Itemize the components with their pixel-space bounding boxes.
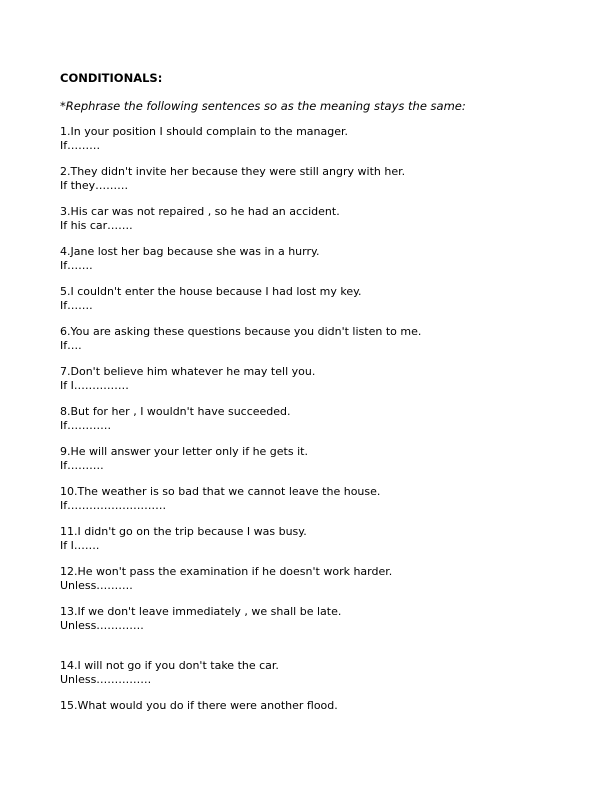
- exercise-prompt: If…………: [60, 419, 112, 432]
- exercise-sentence: 14.I will not go if you don't take the car.: [60, 659, 279, 672]
- exercise-prompt: If…….: [60, 299, 93, 312]
- exercise-prompt: Unless……………: [60, 673, 152, 686]
- exercise-prompt: If………: [60, 139, 101, 152]
- exercise-sentence: 8.But for her , I wouldn't have succeeded.: [60, 405, 291, 418]
- exercise-prompt: Unless……….: [60, 579, 133, 592]
- exercise-prompt: If his car…….: [60, 219, 133, 232]
- exercise-prompt: If………………………: [60, 499, 167, 512]
- exercise-sentence: 12.He won't pass the examination if he doesn't work harder.: [60, 565, 393, 578]
- exercise-prompt: If…….: [60, 259, 93, 272]
- exercise-sentence: 13.If we don't leave immediately , we shall be late.: [60, 605, 342, 618]
- worksheet-instruction: *Rephrase the following sentences so as the meaning stays the same:: [60, 99, 466, 113]
- exercise-sentence: 4.Jane lost her bag because she was in a hurry.: [60, 245, 320, 258]
- exercise-sentence: 2.They didn't invite her because they were still angry with her.: [60, 165, 406, 178]
- worksheet-page: [60, 71, 580, 725]
- exercise-sentence: 3.His car was not repaired , so he had an accident.: [60, 205, 340, 218]
- exercise-item: [60, 525, 580, 553]
- exercise-sentence: 7.Don't believe him whatever he may tell you.: [60, 365, 316, 378]
- exercise-sentence: 1.In your position I should complain to the manager.: [60, 125, 348, 138]
- exercise-item: [60, 445, 580, 473]
- exercise-sentence: 11.I didn't go on the trip because I was busy.: [60, 525, 307, 538]
- exercise-prompt: Unless………….: [60, 619, 144, 632]
- exercise-prompt: If……….: [60, 459, 104, 472]
- exercise-item: [60, 485, 580, 513]
- exercise-item: [60, 699, 580, 713]
- worksheet-title: CONDITIONALS:: [60, 71, 163, 85]
- exercise-prompt: If….: [60, 339, 82, 352]
- exercise-sentence: 5.I couldn't enter the house because I had lost my key.: [60, 285, 362, 298]
- exercise-sentence: 6.You are asking these questions because you didn't listen to me.: [60, 325, 422, 338]
- exercise-item: [60, 365, 580, 393]
- exercise-item: [60, 325, 580, 353]
- exercise-prompt: If I…….: [60, 539, 100, 552]
- exercise-item: [60, 565, 580, 593]
- exercise-prompt: If I……………: [60, 379, 129, 392]
- exercise-item: [60, 285, 580, 313]
- exercise-item: [60, 205, 580, 233]
- exercise-item: [60, 659, 580, 687]
- exercise-item: [60, 605, 580, 633]
- exercise-prompt: If they………: [60, 179, 129, 192]
- exercise-item: [60, 405, 580, 433]
- exercise-item: [60, 165, 580, 193]
- exercise-sentence: 9.He will answer your letter only if he gets it.: [60, 445, 308, 458]
- exercise-sentence: 15.What would you do if there were another flood.: [60, 699, 338, 712]
- exercise-sentence: 10.The weather is so bad that we cannot leave the house.: [60, 485, 381, 498]
- exercise-item: [60, 125, 580, 153]
- exercise-item: [60, 245, 580, 273]
